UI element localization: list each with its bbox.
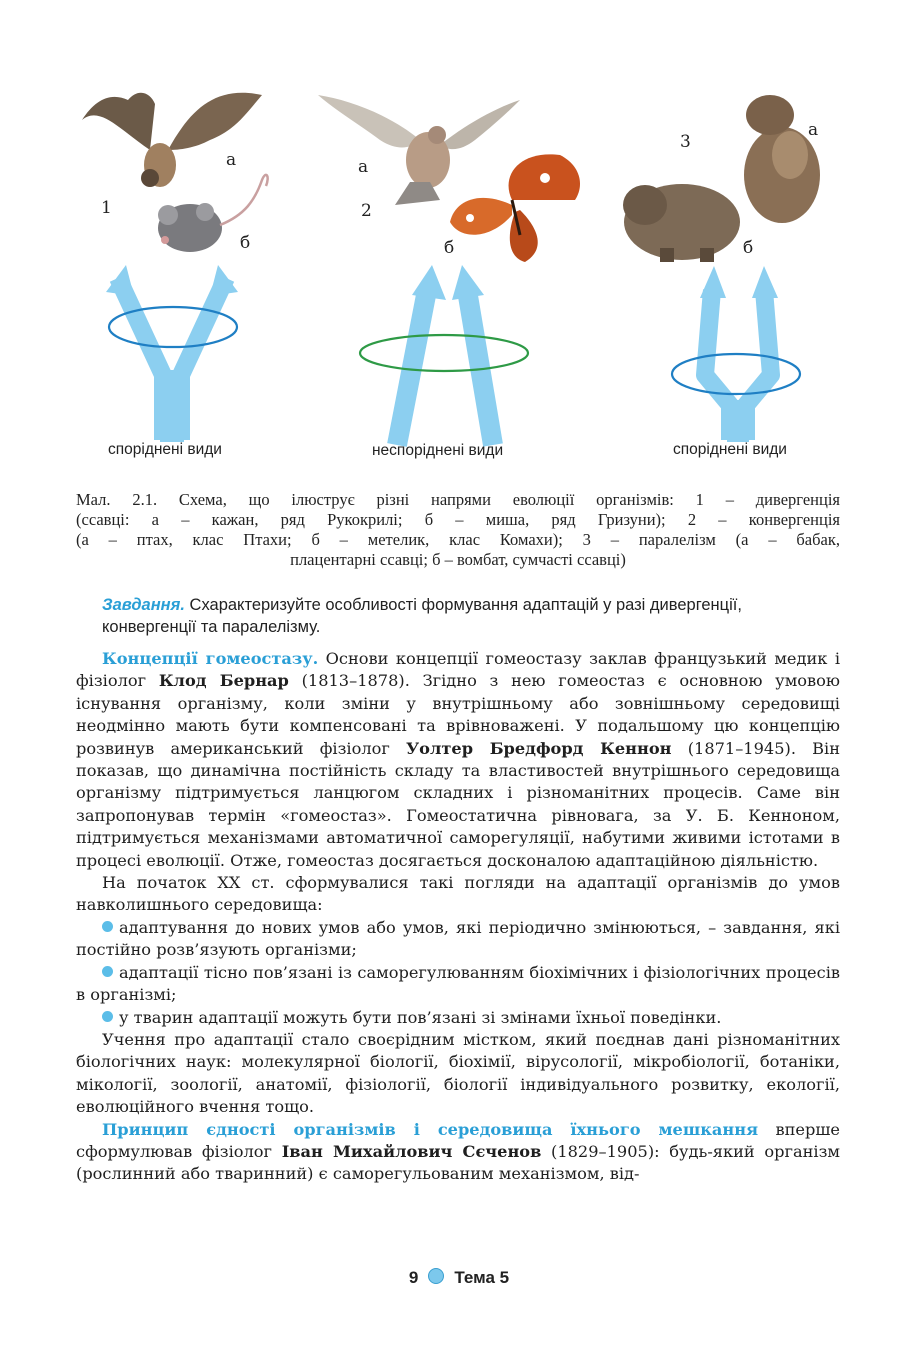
- main-text: [76, 648, 840, 1186]
- caption-line: Мал. 2.1. Схема, що ілюструє різні напрями еволюції організмів: 1 – дивергенція: [76, 490, 840, 509]
- bullet-icon: [102, 921, 113, 932]
- paragraph-unity-principle: [76, 1119, 840, 1186]
- parallelism-scheme: [623, 95, 820, 442]
- group1-label-a: а: [226, 150, 237, 170]
- group1-caption: споріднені види: [108, 441, 222, 458]
- caption-line: (а – птах, клас Птахи; б – метелик, клас Комахи); 3 – паралелізм (а – бабак,: [76, 530, 840, 549]
- group2-caption: неспоріднені види: [372, 442, 504, 459]
- section-heading: Концепції гомеостазу.: [102, 649, 319, 668]
- evolution-diagram: [0, 0, 918, 480]
- paragraph-text: Основи концепції гомеостазу заклав французький медик і фізіолог: [76, 649, 840, 691]
- caption-line: (ссавці: а – кажан, ряд Рукокрилі; б – миша, ряд Гризуни); 2 – конвергенція: [76, 510, 840, 529]
- butterfly-image: [450, 154, 580, 262]
- group2-label-a: а: [358, 157, 369, 177]
- marmot-image: [744, 95, 820, 223]
- paragraph-text: вперше сформулював фізіолог: [76, 1119, 841, 1161]
- group3-number: 3: [680, 132, 691, 152]
- caption-line: плацентарні ссавці; б – вомбат, сумчасті ссавці): [290, 550, 626, 569]
- group3-caption: споріднені види: [673, 441, 787, 458]
- section-heading: Принцип єдності організмів і середовища їхнього мешкання: [102, 1119, 759, 1139]
- task-text: Схарактеризуйте особливості формування адаптацій у разі дивергенції, конвергенції та паралелізму.: [102, 596, 742, 636]
- mouse-image: [158, 175, 268, 252]
- list-item-text: у тварин адаптації можуть бути пов’язані зі змінами їхньої поведінки.: [119, 1007, 722, 1027]
- group2-number: 2: [361, 201, 372, 221]
- convergence-scheme: [318, 95, 580, 445]
- name-bold: Клод Бернар: [158, 671, 289, 691]
- paragraph-adaptation-doctrine: Учення про адаптації стало своєрідним містком, який поєднав дані різноманітних біологічних наук: молекулярної біології, біохімії, вірусології, мікробіології, ботаніки, мікології, зоології, анатомії, фізіології, біології індивідуального розвитку, екології, еволюційного вчення тощо.: [76, 1029, 840, 1117]
- bat-image: [82, 93, 262, 187]
- bullet-icon: [102, 1011, 113, 1022]
- list-item: [76, 917, 840, 962]
- name-bold: Уолтер Бредфорд Кеннон: [406, 738, 672, 758]
- paragraph-text: (1813–1878). Згідно з нею гомеостаз є основною умовою існування організму, коли зміни у внутрішньому або зовнішньому середовищі неодмінно мають бути компенсовані та врівноважені. У подальшому цю концепцію розвинув американський фізіолог: [76, 671, 840, 758]
- page-number: 9: [408, 1268, 419, 1287]
- circle-icon: [428, 1268, 444, 1284]
- figure-caption: [76, 490, 840, 570]
- evolution-figure: [0, 0, 918, 480]
- group3-label-a: а: [808, 120, 819, 140]
- bullet-icon: [102, 966, 113, 977]
- group3-label-b: б: [743, 238, 754, 258]
- wombat-image: [623, 184, 740, 262]
- list-item: [76, 1007, 840, 1029]
- task-block: [102, 594, 840, 638]
- divergence-scheme: [82, 93, 268, 442]
- group2-label-b: б: [444, 238, 455, 258]
- name-bold: Іван Михайлович Сєченов: [281, 1141, 542, 1161]
- paragraph-homeostasis: [76, 648, 840, 872]
- paragraph-views: На початок XX ст. сформувалися такі погляди на адаптації організмів до умов навколишнього середовища:: [76, 873, 840, 915]
- group1-number: 1: [101, 198, 112, 218]
- page-footer: [0, 1268, 918, 1288]
- list-item-text: адаптації тісно пов’язані із саморегулюванням біохімічних і фізіологічних процесів в організмі;: [76, 962, 840, 1005]
- topic-label: Тема 5: [454, 1268, 510, 1287]
- paragraph-text: (1829–1905): будь-який організм (рослинний або тваринний) є саморегульованим механізмом, від-: [76, 1141, 840, 1184]
- bird-image: [318, 95, 520, 205]
- task-label: Завдання.: [102, 596, 185, 614]
- list-item-text: адаптування до нових умов або умов, які періодично змінюються, – завдання, які постійно розв’язують організми;: [76, 917, 840, 960]
- group1-label-b: б: [240, 233, 251, 253]
- paragraph-text: (1871–1945). Він показав, що динамічна постійність складу та властивостей внутрішнього середовища організму підтримується ланцюгом складних і різноманітних процесів. Саме він запропонував термін «гомеостаз». Гомеостатична рівновага, за У. Б. Кенноном, підтримується механізмами автоматичної саморегуляції, набутими живими істотами в процесі еволюції. Отже, гомеостаз досягається досконалою адаптаційною діяльністю.: [76, 738, 841, 870]
- list-item: [76, 962, 840, 1007]
